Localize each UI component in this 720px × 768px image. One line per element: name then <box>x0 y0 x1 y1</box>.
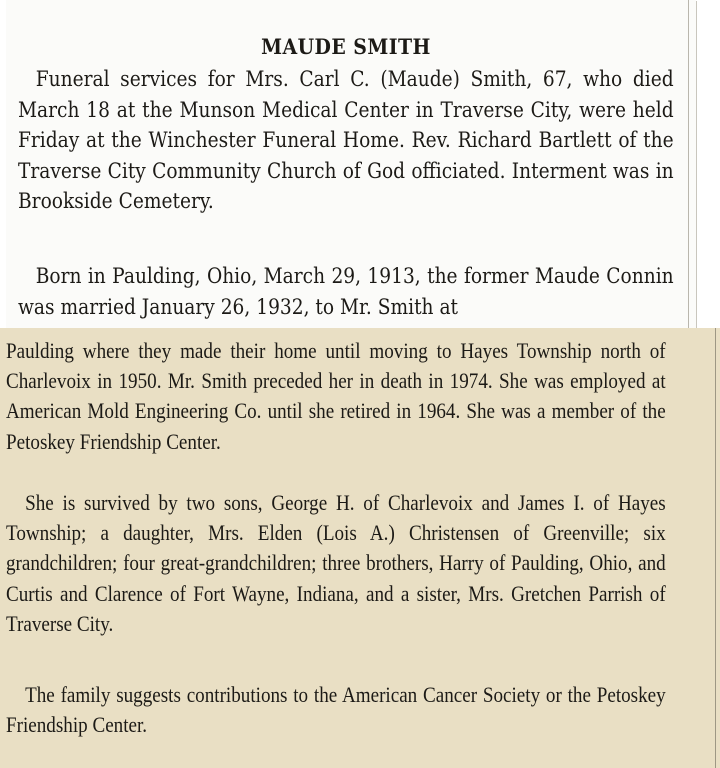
obituary-title: MAUDE SMITH <box>261 34 431 59</box>
paragraph-residence: Paulding where they made their home until moving to Hayes Township north of Charlevoix in 1950. Mr. Smith preceded her in death in 1974. She was employed at American Mold Engineering Co. until she retired in 1964. She was a member of the Petoskey Friendship Center. <box>6 338 666 454</box>
clipping-edge <box>688 0 689 330</box>
paragraph-contributions: The family suggests contributions to the American Cancer Society or the Petoskey Friendship Center. <box>6 682 666 738</box>
paragraph-born: Born in Paulding, Ohio, March 29, 1913, the former Maude Connin was married January 26, 1932, to Mr. Smith at <box>18 264 674 319</box>
paragraph-services: Funeral services for Mrs. Carl C. (Maude) Smith, 67, who died March 18 at the Munson Medical Center in Traverse City, were held Friday at the Winchester Funeral Home. Rev. Richard Bartlett of the Traverse City Community Church of God officiated. Interment was in Brookside Cemetery. <box>18 67 674 213</box>
paragraph-survivors: She is survived by two sons, George H. of Charlevoix and James I. of Hayes Township; a daughter, Mrs. Elden (Lois A.) Christensen of Greenville; six grandchildren; four great-grandchildren; three brothers, Harry of Paulding, Ohio, and Curtis and Clarence of Fort Wayne, Indiana, and a sister, Mrs. Gretchen Parrish of Traverse City. <box>6 490 666 636</box>
